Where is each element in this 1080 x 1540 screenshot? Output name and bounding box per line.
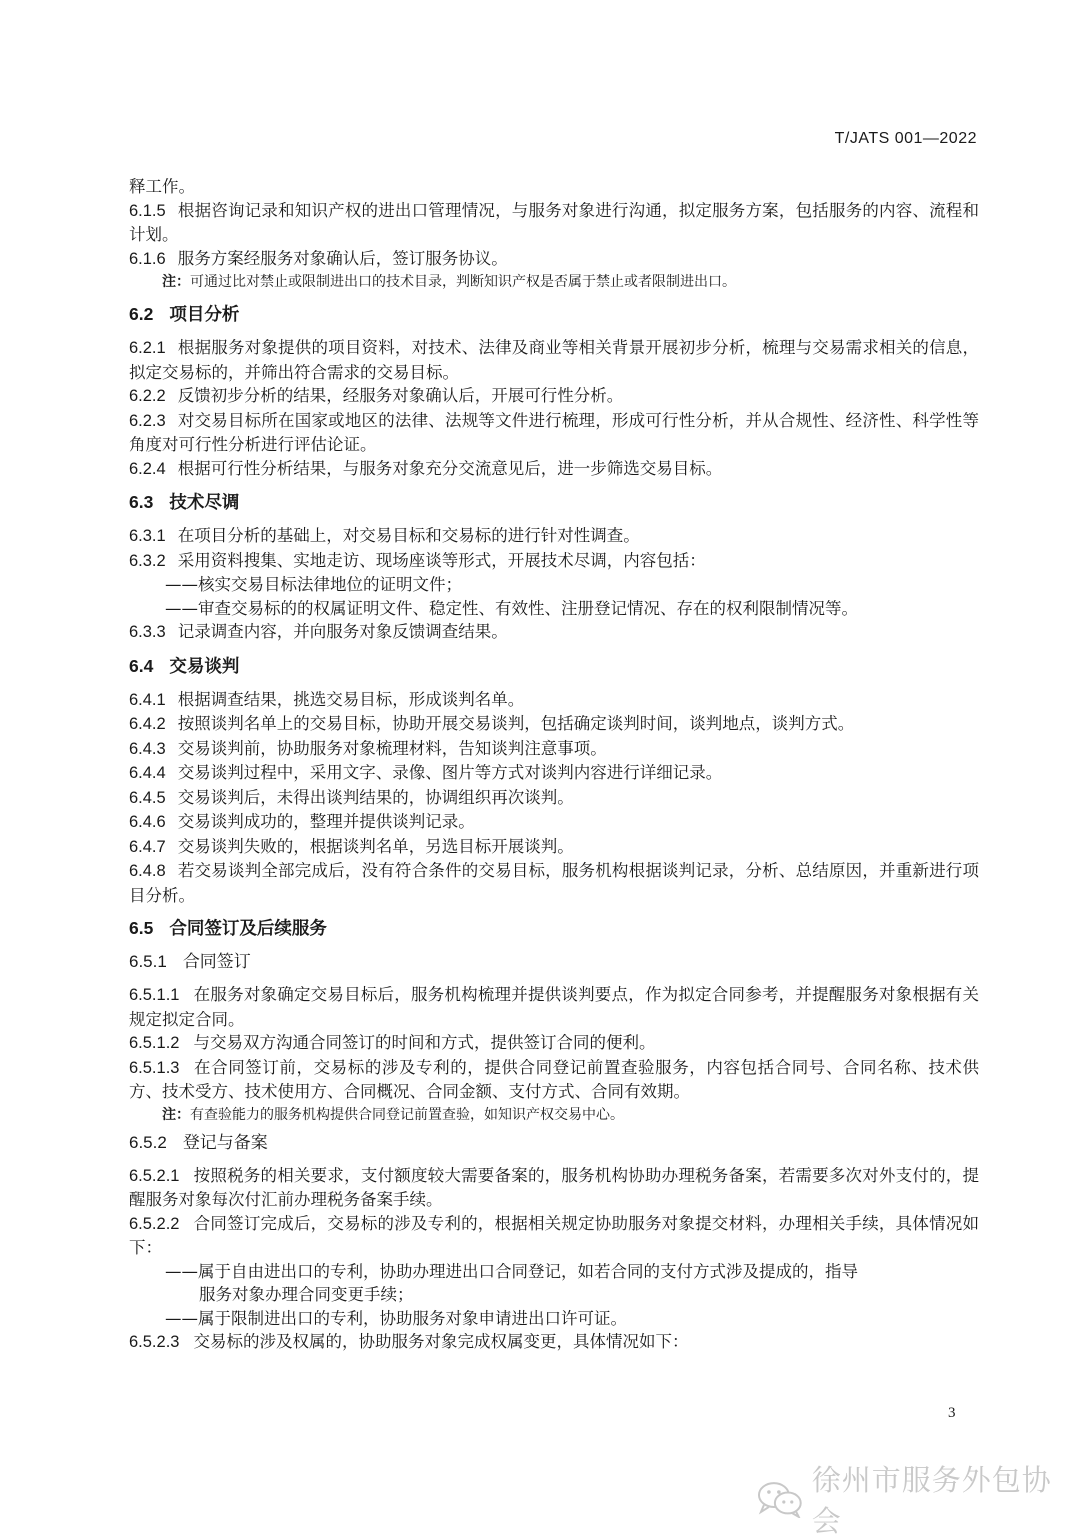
- clause-text: 交易谈判前，协助服务对象梳理材料，告知谈判注意事项。: [177, 738, 607, 758]
- dash-item-text: ——核实交易目标法律地位的证明文件；: [165, 575, 462, 594]
- clause-paragraph: [129, 1330, 979, 1355]
- dash-list-item: [129, 597, 979, 621]
- clause-text: 服务方案经服务对象确认后，签订服务协议。: [177, 248, 508, 268]
- clause-number: 6.5.1.1: [129, 986, 180, 1004]
- note-text: 有查验能力的服务机构提供合同登记前置查验，如知识产权交易中心。: [190, 1106, 624, 1123]
- clause-paragraph: [129, 761, 979, 786]
- clause-paragraph: [129, 457, 979, 482]
- clause-number: 6.5.2.1: [129, 1166, 180, 1185]
- clause-paragraph: [129, 983, 979, 1031]
- clause-text: 根据服务对象提供的项目资料，对技术、法律及商业等相关背景开展初步分析，梳理与交易需求相关的信息，拟定交易标的，并筛出符合需求的交易目标。: [129, 338, 979, 382]
- clause-paragraph: [129, 1056, 979, 1104]
- heading-text: 合同签订: [182, 952, 251, 972]
- heading-number: 6.5.2: [129, 1132, 167, 1152]
- clause-text: 交易谈判成功的，整理并提供谈判记录。: [177, 812, 475, 831]
- clause-text: 在服务对象确定交易目标后，服务机构梳理并提供谈判要点，作为拟定合同参考，并提醒服务对象根据有关规定拟定合同。: [129, 985, 979, 1029]
- clause-number: 6.2.3: [129, 411, 166, 430]
- clause-paragraph: [129, 859, 979, 907]
- clause-number: 6.2.1: [129, 339, 166, 357]
- section-heading: [129, 490, 979, 515]
- clause-number: 6.2.2: [129, 387, 166, 405]
- clause-paragraph: [129, 620, 979, 645]
- clause-paragraph: [129, 549, 979, 574]
- clause-text: 与交易双方沟通合同签订的时间和方式，提供签订合同的便利。: [193, 1033, 656, 1052]
- dash-item-text: ——审查交易标的的权属证明文件、稳定性、有效性、注册登记情况、存在的权利限制情况等。: [165, 598, 858, 618]
- clause-text: 交易谈判失败的，根据谈判名单，另选目标开展谈判。: [177, 836, 574, 856]
- clause-number: 6.4.8: [129, 862, 166, 880]
- clause-paragraph: [129, 786, 979, 811]
- clause-number: 6.4.5: [129, 788, 166, 807]
- clause-number: 6.5.2.2: [129, 1214, 180, 1233]
- section-heading: [129, 654, 979, 679]
- clause-paragraph: [129, 1212, 979, 1260]
- clause-paragraph: [129, 712, 979, 737]
- note: [129, 271, 979, 293]
- clause-number: 6.1.5: [129, 201, 166, 220]
- dash-item-text: ——属于限制进出口的专利，协助服务对象申请进出口许可证。: [165, 1308, 627, 1328]
- clause-number: 6.3.1: [129, 527, 166, 545]
- dash-list-item: [129, 1307, 979, 1331]
- heading-text: 登记与备案: [182, 1132, 268, 1153]
- clause-text: 根据咨询记录和知识产权的进出口管理情况，与服务对象进行沟通，拟定服务方案，包括服务的内容、流程和计划。: [129, 200, 979, 244]
- clause-paragraph: [129, 336, 979, 384]
- clause-number: 6.2.4: [129, 459, 166, 478]
- continuation-paragraph: [129, 175, 979, 199]
- clause-paragraph: [129, 524, 979, 549]
- clause-paragraph: [129, 199, 979, 247]
- heading-number: 6.4: [129, 655, 154, 676]
- clause-number: 6.5.1.2: [129, 1034, 180, 1052]
- clause-number: 6.1.6: [129, 249, 166, 268]
- subsection-heading: [129, 950, 979, 974]
- heading-text: 合同签订及后续服务: [169, 919, 327, 939]
- clause-paragraph: [129, 1031, 979, 1056]
- dash-list-item: [129, 1260, 979, 1307]
- clause-text: 交易谈判过程中，采用文字、录像、图片等方式对谈判内容进行详细记录。: [177, 763, 723, 782]
- heading-text: 交易谈判: [169, 656, 240, 677]
- clause-text: 采用资料搜集、实地走访、现场座谈等形式，开展技术尽调，内容包括：: [177, 550, 706, 570]
- clause-text: 对交易目标所在国家或地区的法律、法规等文件进行梳理，形成可行性分析，并从合规性、经济性、科学性等角度对可行性分析进行评估论证。: [129, 410, 979, 454]
- clause-number: 6.3.2: [129, 551, 166, 570]
- clause-paragraph: [129, 835, 979, 860]
- clause-text: 在项目分析的基础上，对交易目标和交易标的进行针对性调查。: [177, 526, 640, 545]
- section-heading: [129, 302, 979, 327]
- clause-paragraph: [129, 384, 979, 409]
- heading-text: 技术尽调: [169, 493, 240, 513]
- dash-item-text: ——属于自由进出口的专利，协助办理进出口合同登记，如若合同的支付方式涉及提成的，指导: [165, 1261, 858, 1281]
- clause-text: 释工作。: [129, 177, 195, 196]
- clause-text: 若交易谈判全部完成后，没有符合条件的交易目标，服务机构根据谈判记录，分析、总结原因，并重新进行项目分析。: [129, 861, 979, 905]
- dash-item-continuation: 服务对象办理合同变更手续；: [199, 1285, 414, 1304]
- clause-text: 在合同签订前，交易标的涉及专利的，提供合同登记前置查验服务，内容包括合同号、合同名称、技术供方、技术受方、技术使用方、合同概况、合同金额、支付方式、合同有效期。: [129, 1057, 979, 1101]
- note-label: 注：: [162, 1106, 190, 1123]
- clause-text: 合同签订完成后，交易标的涉及专利的，根据相关规定协助服务对象提交材料，办理相关手续，具体情况如下：: [129, 1213, 979, 1257]
- wechat-icon: [756, 1480, 806, 1518]
- section-heading: [129, 916, 979, 941]
- dash-list-item: [129, 573, 979, 597]
- clause-number: 6.4.3: [129, 739, 166, 758]
- clause-text: 根据调查结果，挑选交易目标，形成谈判名单。: [177, 689, 525, 709]
- clause-paragraph: [129, 409, 979, 457]
- clause-text: 根据可行性分析结果，与服务对象充分交流意见后，进一步筛选交易目标。: [177, 458, 723, 478]
- clause-number: 6.3.3: [129, 623, 166, 641]
- clause-text: 记录调查内容，并向服务对象反馈调查结果。: [177, 622, 508, 641]
- clause-number: 6.4.7: [129, 837, 166, 856]
- heading-number: 6.5.1: [129, 952, 167, 971]
- clause-number: 6.4.6: [129, 813, 166, 831]
- clause-text: 交易标的涉及权属的，协助服务对象完成权属变更，具体情况如下：: [193, 1332, 689, 1351]
- clause-number: 6.4.2: [129, 715, 166, 733]
- clause-paragraph: [129, 810, 979, 835]
- heading-number: 6.2: [129, 304, 154, 324]
- note: [129, 1104, 979, 1126]
- watermark: [756, 1458, 1080, 1540]
- clause-number: 6.5.1.3: [129, 1058, 180, 1077]
- clause-text: 按照谈判名单上的交易目标，协助开展交易谈判，包括确定谈判时间，谈判地点，谈判方式。: [177, 714, 855, 733]
- clause-text: 按照税务的相关要求，支付额度较大需要备案的，服务机构协助办理税务备案，若需要多次对外支付的，提醒服务对象每次付汇前办理税务备案手续。: [129, 1165, 979, 1209]
- clause-paragraph: [129, 737, 979, 762]
- clause-paragraph: [129, 1164, 979, 1212]
- heading-text: 项目分析: [169, 305, 240, 325]
- document-body: [129, 175, 979, 1355]
- clause-paragraph: [129, 247, 979, 272]
- watermark-text: 徐州市服务外包协会: [811, 1463, 1052, 1538]
- clause-number: 6.5.2.3: [129, 1333, 180, 1351]
- heading-number: 6.3: [129, 492, 154, 512]
- clause-number: 6.4.4: [129, 764, 166, 782]
- clause-number: 6.4.1: [129, 690, 166, 709]
- heading-number: 6.5: [129, 918, 154, 938]
- standard-code: T/JATS 001—2022: [834, 130, 977, 147]
- clause-text: 交易谈判后，未得出谈判结果的，协调组织再次谈判。: [177, 787, 574, 807]
- page-number: 3: [948, 1405, 956, 1421]
- note-text: 可通过比对禁止或限制进出口的技术目录，判断知识产权是否属于禁止或者限制进出口。: [190, 274, 736, 290]
- clause-paragraph: [129, 688, 979, 713]
- clause-text: 反馈初步分析的结果，经服务对象确认后，开展可行性分析。: [177, 386, 624, 405]
- note-label: 注：: [162, 274, 190, 290]
- subsection-heading: [129, 1131, 979, 1155]
